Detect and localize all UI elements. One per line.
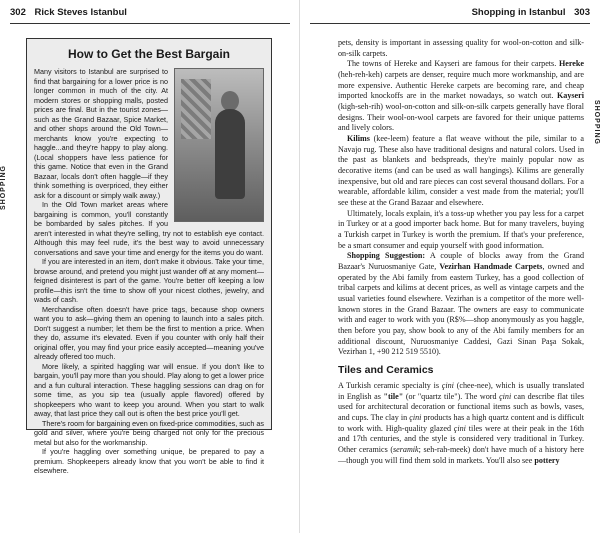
right-chapter-title: Shopping in Istanbul [471,7,566,18]
text-run: can describe flat tiles used for architectural decoration or functional items such as bowls, vases, and cups. The clay in [338,391,584,423]
body-paragraph [338,381,584,466]
right-side-tab: SHOPPING [593,100,600,145]
sidebar-paragraph: Merchandise often doesn't have price tags, because shop owners want you to ask—giving them an opening to launch into a sales pitch. Don't suggest a number; let them be the first to mention a price. When they do, assume it's elevated. Even if you counter with only half their original offer, you may find your price easily accepted—meaning you've already offered too much. [34,304,264,361]
carpet-pile-image [181,79,211,139]
left-page-number: 302 [10,7,26,18]
sidebar-paragraph: If you're haggling over something unique, be prepared to pay a premium. Shopkeepers already know that you won't be able to find it elsewhere. [34,447,264,475]
text-run: ; seh-rah-meek) don't have much of a history here—though you will find them sold in markets. You'll also see [338,445,584,465]
term-seramik: seramik [393,445,419,455]
sidebar-paragraph: In the Old Town market areas where bargaining is common, you'll constantly be bombarded by sales pitches. If you aren't interested in what they're selling, try not to establish eye contact. Although this may feel rude, it's the best way to avoid unnecessary conversations and save your time and energy for the items you do want. [34,200,264,257]
text-run: (or "quartz tile"). The word [403,391,500,401]
text-run: (kee-leem) feature a flat weave without the pile, similar to a Navajo rug. These also have traditional designs and natural colors. Used in the past as blankets and bedspreads, they're mainly popular now as decorative items (and can be used as wall hangings). Kilims are generally inexpensive, but old and rare pieces can cost several thousand dollars. For a wearable, affordable kilim, consider a vest made from the material; you'll see these at the Grand Bazaar and elsewhere. [338,134,584,208]
text-run: , owned and operated by the Abi family from eastern Turkey, has a good collection of tribal carpets and kilims at decent prices, as well as vintage carpets and the usual varieties found elsewhere. Vezirhan is a competitor of the more well-known stores in the Grand Bazaar. The owners are easy to communicate with and eager to work with you (R$%—shop anonymously as you haggle, then before you pay, show book to any of the Abi family members for an additional discount, Nuruosmaniye Caddesi, Gazi Sinan Paşa Sokak, Vezirhan 1, +90 212 519 5510). [338,262,584,357]
section-heading: Tiles and Ceramics [338,364,434,377]
term-kilims: Kilims [347,134,370,144]
term-cini: çini [441,381,454,391]
body-paragraph [338,251,584,358]
right-header-rule [310,23,590,24]
text-run: A couple of blocks away from the Grand Bazaar's Nuruosmaniye Gate, [338,251,584,272]
shopping-suggestion-label: Shopping Suggestion: [347,251,426,261]
term-cini: çini [409,413,422,423]
body-paragraph: Ultimately, locals explain, it's a toss-up whether you pay less for a carpet in Turkey or at a good importer back home. But for many travelers, buying a Turkish carpet in Turkey is worth the premium. If that's your preference, be a smart consumer and equip yourself with good information. [338,208,584,250]
right-page-number: 303 [574,7,590,18]
seller-figure-image [215,109,245,199]
carpet-seller-photo [174,68,264,222]
term-pottery: pottery [534,455,560,465]
term-kayseri: Kayseri [557,91,584,101]
term-hereke: Hereke [558,59,584,69]
term-cini: çini [499,391,512,401]
sidebar-paragraph: Many visitors to Istanbul are surprised to find that bargaining for a lower price is no longer common in much of the city. At modern stores or shopping malls, posted prices are final. But in the tourist zones—such as the Grand Bazaar, Spice Market, and other shops around the Old Town—merchants know you're expecting to haggle...and they're happy to play along. (Local shoppers have less patience for this game. Notice that even in the Grand Bazaar, locals don't often haggle—if they think something is overpriced, they either ask for a discount or simply walk away.) [34,67,168,200]
text-run: The towns of Hereke and Kayseri are famous for their carpets. [347,59,559,69]
store-name: Vezirhan Handmade Carpets [439,262,543,272]
right-page [300,0,600,533]
body-paragraph [338,59,584,134]
left-running-head [10,4,290,22]
text-run: (chee-nee), which is usually translated in English as [338,381,584,401]
text-run: products has a high quartz content and is difficult to work with. High-quality glazed [338,413,584,433]
seller-head-image [221,91,239,111]
text-run: tiles were at their peak in the 16th and 17th centuries, and the style is considered very traditional in Turkey. Other ceramics ( [338,423,584,455]
text-run: (heh-reh-keh) carpets are denser, require much more workmanship, and are more expensive. Authentic Hereke carpets are becoming rare, and cheap imported knockoffs are in the market nowadays, so watch out. [338,70,584,101]
left-side-tab: SHOPPING [0,165,7,210]
right-running-head [300,4,590,22]
bargain-sidebar-box [26,38,272,475]
sidebar-paragraph: There's room for bargaining even on fixed-price commodities, such as gold and silver, where you're being charged not only for the precious metal but also for the workmanship. [34,418,264,447]
right-body-column [338,38,584,466]
sidebar-paragraph: More likely, a spirited haggling war will ensue. If you don't like to bargain, you'll pay more than you should. Play along to get a lower price and a fun cultural interaction. These haggling sessions can drag on for some time, as you sip tea (usually apple flavored) offered by shopkeepers who want to keep you around. When you start to walk away, that last price they call out is often the best price you'll get. [34,361,264,418]
left-book-title: Rick Steves Istanbul [34,7,127,18]
sidebar-paragraph: If you are interested in an item, don't make it obvious. Take your time, browse around, and pretend you might just wander off at any moment—feigned disinterest is part of the game. You're better off keeping a low profile—this isn't the time to show off your nicest clothes, jewelry, and wads of cash. [34,257,264,304]
text-run: A Turkish ceramic specialty is [338,381,442,391]
term-cini: çini [453,423,466,433]
term-tile: "tile" [383,391,404,401]
left-header-rule [10,23,290,24]
text-run: (kigh-seh-rih) wool-on-cotton and silk-on-silk carpets generally have floral designs. Their wool-on-wool carpets are favored for their unique patterns and lively colors. [338,102,584,133]
sidebar-title: How to Get the Best Bargain [67,47,231,61]
body-paragraph: pets, density is important in assessing quality for wool-on-cotton and silk-on-silk carpets. [338,38,584,58]
body-paragraph [338,134,584,209]
